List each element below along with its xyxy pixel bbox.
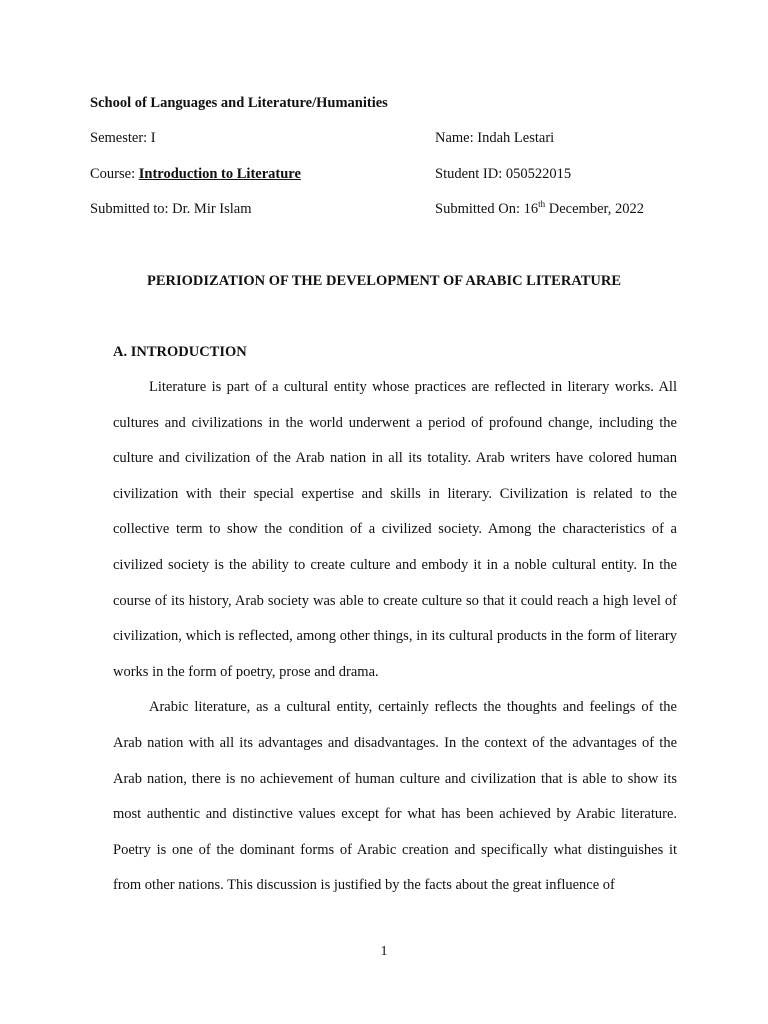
page-number: 1 — [380, 944, 388, 959]
student-name-field: Name: Indah Lestari — [435, 130, 555, 146]
submitted-on-prefix: Submitted On: 16 — [435, 201, 539, 217]
paragraph: Literature is part of a cultural entity whose practices are reflected in literary works. All cultures and civilizations in the world underwent a period of profound change, including the culture and civilization of the Arab nation in all its totality. Arab writers have colored human civilization with their special expertise and skills in literary. Civilization is related to the collective term to show the condition of a civilized society. Among the characteristics of a civilized society is the ability to create culture and embody it in a noble cultural entity. In the course of its history, Arab society was able to create culture so that it could reach a high level of civilization, which is reflected, among other things, in its cultural products in the form of literary works in the form of poetry, prose and drama. — [113, 379, 677, 680]
semester-field: Semester: I — [90, 130, 156, 146]
submitted-on-ordinal: th — [538, 199, 546, 210]
document-title: PERIODIZATION OF THE DEVELOPMENT OF ARABIC LITERATURE — [146, 273, 621, 289]
submitted-on-suffix: December, 2022 — [545, 201, 645, 217]
school-heading: School of Languages and Literature/Humanities — [90, 95, 388, 111]
body-text — [113, 370, 677, 904]
student-id-field: Student ID: 050522015 — [435, 166, 572, 182]
submitted-to-field: Submitted to: Dr. Mir Islam — [90, 201, 252, 217]
course-field — [90, 165, 301, 183]
course-label: Course: — [90, 166, 139, 182]
submitted-on-field — [435, 200, 644, 218]
section-heading: A. INTRODUCTION — [113, 344, 247, 360]
course-value: Introduction to Literature — [138, 166, 301, 182]
paragraph: Arabic literature, as a cultural entity, certainly reflects the thoughts and feelings of the Arab nation with all its advantages and disadvantages. In the context of the advantages of the Arab nation, there is no achievement of human culture and civilization that is able to show its most authentic and distinctive values except for what has been achieved by Arabic literature. Poetry is one of the dominant forms of Arabic creation and specifically what distinguishes it from other nations. This discussion is justified by the facts about the great influence of — [113, 699, 677, 894]
